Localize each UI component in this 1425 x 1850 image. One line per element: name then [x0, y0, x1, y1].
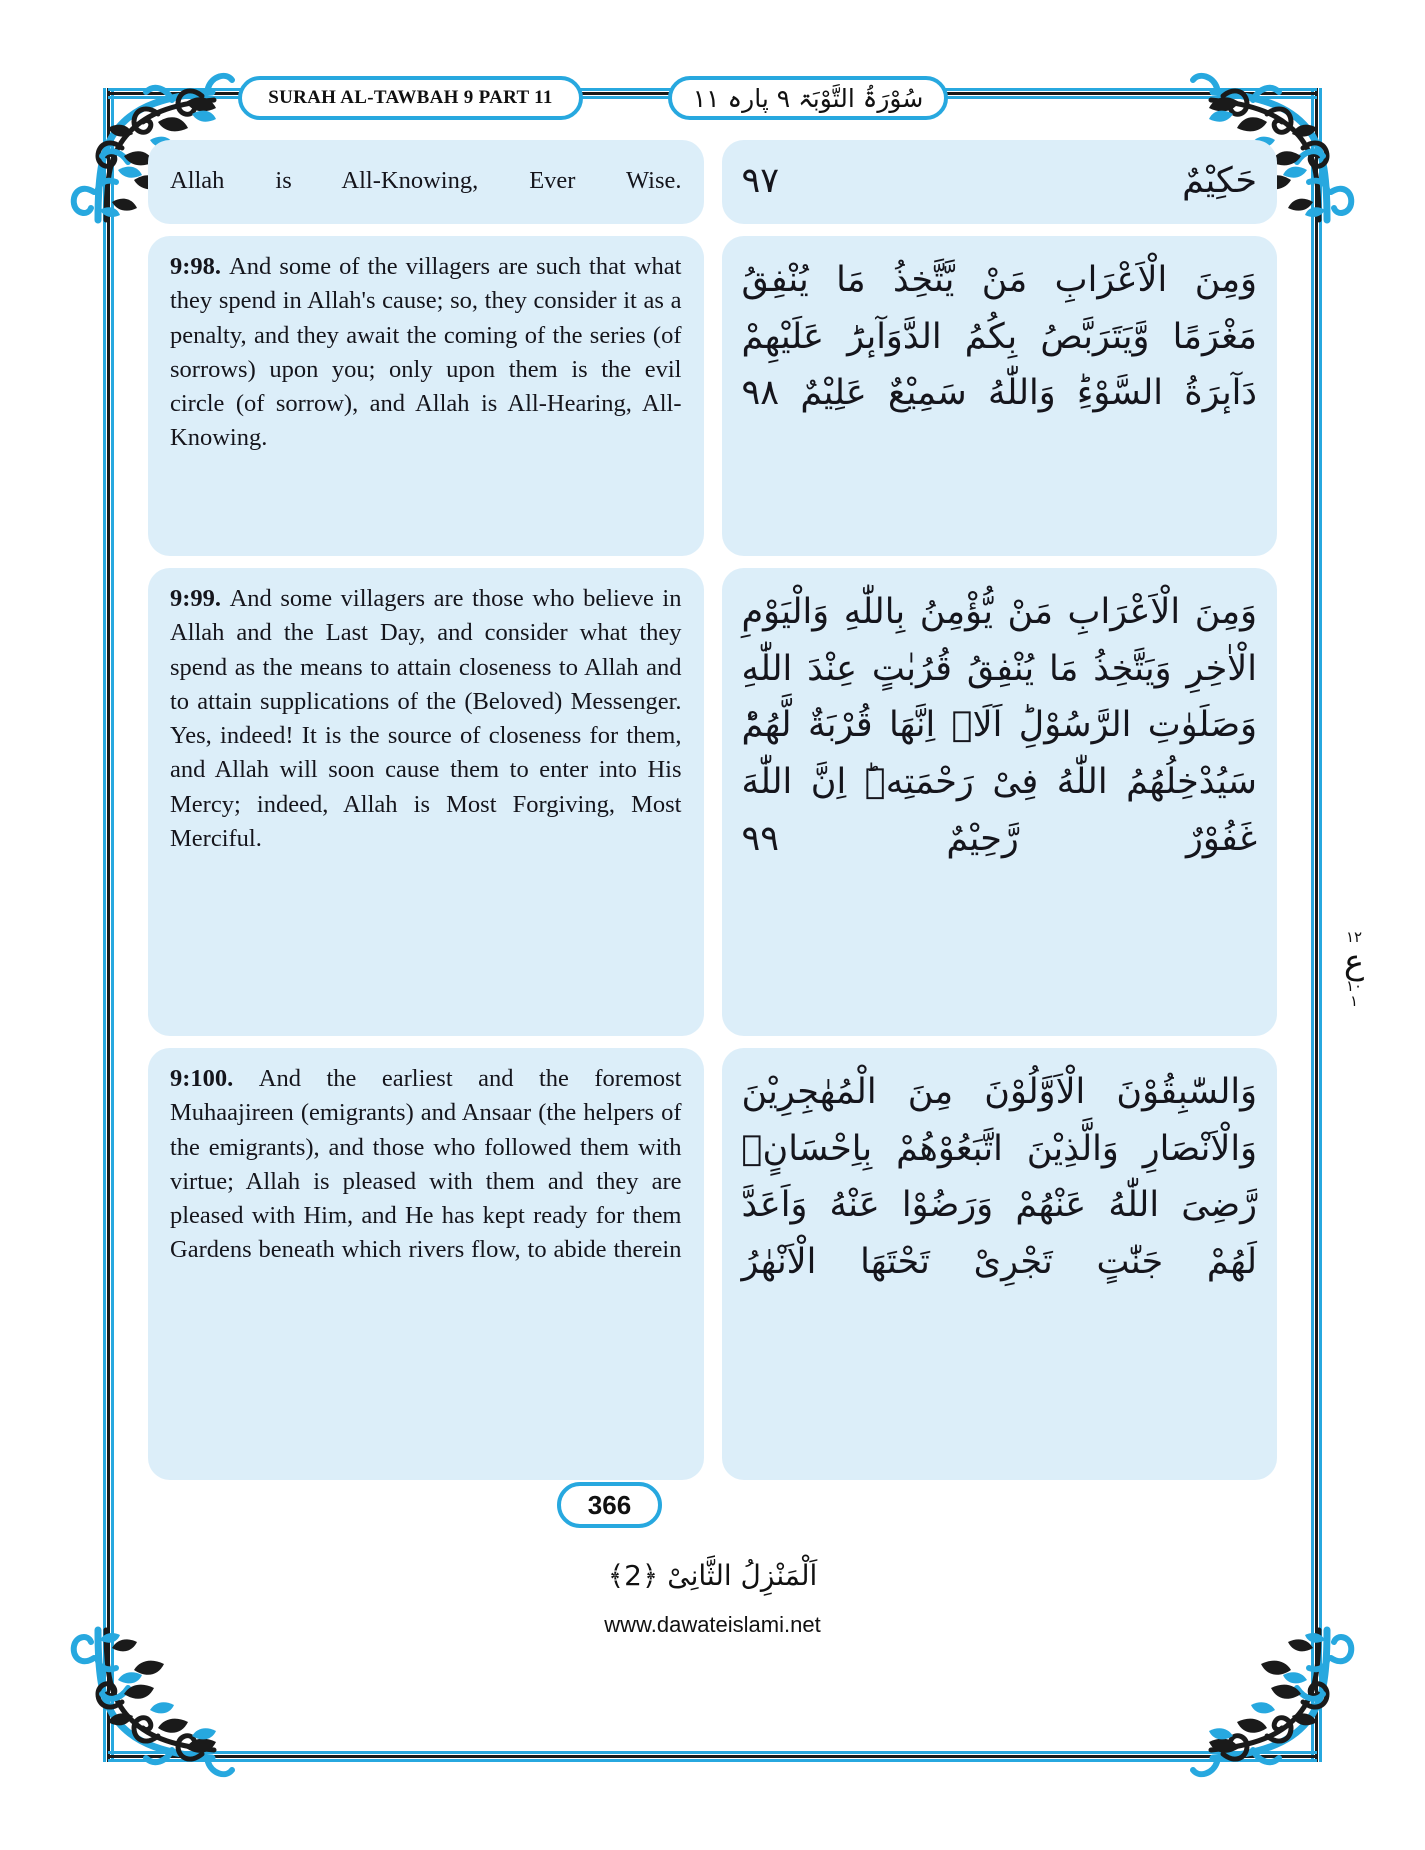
floral-corner-ornament-icon [1188, 1623, 1363, 1798]
ruku-bottom-number: ۱۰ [1345, 977, 1363, 995]
surah-title-english-text: SURAH AL-TAWBAH 9 PART 11 [268, 87, 553, 108]
page-number-badge [557, 1482, 662, 1528]
floral-corner-ornament-icon [62, 1623, 237, 1798]
verse-box-arabic: وَمِنَ الْاَعْرَابِ مَنْ یُّؤْمِنُ بِاللّٰهِ وَالْیَوْمِ الْاٰخِرِ وَیَتَّخِذُ مَا یُنْفِقُ قُرُبٰتٍ عِنْدَ اللّٰهِ وَصَلَوٰتِ الرَّسُوْلِؕ اَلَاۤ اِنَّهَا قُرْبَةٌ لَّهُمْؕ سَیُدْخِلُهُمُ اللّٰهُ فِیْ رَحْمَتِهٖؕ اِنَّ اللّٰهَ غَفُوْرٌ رَّحِیْمٌ ۹۹ [722, 568, 1278, 1036]
english-translation-column [148, 140, 704, 1480]
verse-box-english [148, 140, 704, 224]
ruku-marker [1331, 930, 1377, 1009]
verse-box-english [148, 1048, 704, 1480]
verse-english-text: And some of the villagers are such that what they spend in Allah's cause; so, they consider it as a penalty, and they await the coming of the series (of sorrows) upon you; only upon them is the evil circle (of sorrow), and Allah is All-Hearing, All-Knowing. [170, 253, 682, 452]
verse-number: 9:99. [170, 585, 230, 612]
verse-box-english [148, 236, 704, 556]
verse-english-text: And some villagers are those who believe in Allah and the Last Day, and consider what they spend as the means to attain closeness to Allah and to attain supplications of the (Beloved) Messenger. Yes, indeed! It is the source of closeness for them, and Allah will soon cause them to enter into His Mercy; indeed, Allah is Most Forgiving, Most Merciful. [170, 585, 682, 853]
website-url: www.dawateislami.net [604, 1612, 821, 1637]
verse-box-arabic: وَالسّٰبِقُوْنَ الْاَوَّلُوْنَ مِنَ الْمُهٰجِرِیْنَ وَالْاَنْصَارِ وَالَّذِیْنَ اتَّبَعُوْهُمْ بِاِحْسَانٍۙ رَّضِیَ اللّٰهُ عَنْهُمْ وَرَضُوْا عَنْهُ وَاَعَدَّ لَهُمْ جَنّٰتٍ تَجْرِیْ تَحْتَهَا الْاَنْهٰرُ [722, 1048, 1278, 1480]
surah-title-urdu-text: سُوْرَۃُ التَّوْبَۃ ۹ پارہ ۱۱ [692, 83, 924, 113]
verse-box-english [148, 568, 704, 1036]
ruku-top-number: ۱۲ [1345, 928, 1363, 946]
surah-title-header-english [238, 76, 583, 120]
verse-box-arabic: وَمِنَ الْاَعْرَابِ مَنْ یَّتَّخِذُ مَا یُنْفِقُ مَغْرَمًا وَّیَتَرَبَّصُ بِكُمُ الدَّوَآىٕرَؕ عَلَیْهِمْ دَآىٕرَةُ السَّوْءِؕ وَاللّٰهُ سَمِیْعٌ عَلِیْمٌ ۹۸ [722, 236, 1278, 556]
border-rule-left [103, 88, 114, 1762]
verse-box-arabic [722, 140, 1278, 224]
verse-arabic-text: حَكِيْمٌ ۹۷ [741, 160, 1257, 201]
verse-number: 9:100. [170, 1065, 259, 1092]
verse-number: 9:98. [170, 253, 230, 280]
arabic-text-column [722, 140, 1278, 1480]
border-rule-right [1311, 88, 1322, 1762]
verse-content-area [148, 140, 1277, 1480]
border-rule-bottom [108, 1751, 1317, 1762]
surah-title-header-urdu [668, 76, 948, 120]
ruku-sub-number: ۱ [1349, 992, 1359, 1010]
manzil-label: اَلْمَنْزِلُ الثَّانِیْ ﴿2﴾ [607, 1559, 818, 1592]
page-number-text: 366 [587, 1489, 632, 1520]
verse-english-text: And the earliest and the foremost Muhaajireen (emigrants) and Ansaar (the helpers of the emigrants), and those who followed them with virtue; Allah is pleased with them and they are pleased with Him, and He has kept ready for them Gardens beneath which rivers flow, to abide therein [170, 1065, 682, 1264]
verse-english-text: Allah is All-Knowing, Ever Wise. [170, 166, 682, 194]
ruku-glyph-icon: ع [1343, 942, 1365, 982]
